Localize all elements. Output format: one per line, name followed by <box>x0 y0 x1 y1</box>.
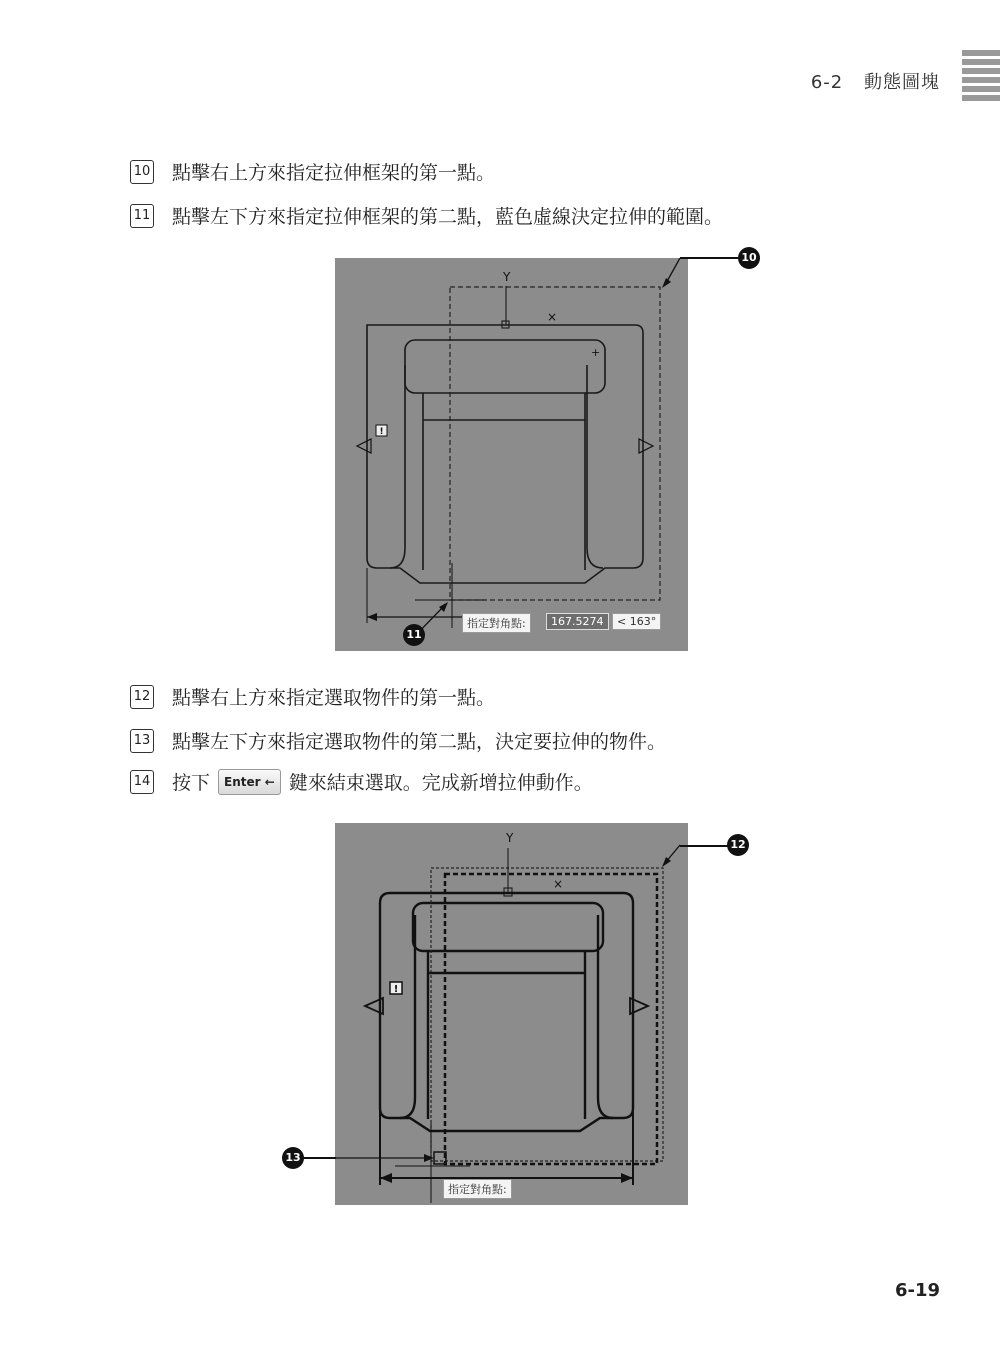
step-number: 11 <box>130 204 154 228</box>
callout-11: 11 <box>403 624 425 646</box>
callout-leader <box>680 257 738 259</box>
enter-key-icon: Enter ← <box>218 769 281 795</box>
section-number: 6-2 <box>810 72 844 93</box>
running-header <box>811 68 940 94</box>
step-text-before: 按下 <box>172 772 211 794</box>
chapter-tab-stripes <box>962 50 1000 104</box>
step-number: 14 <box>130 770 154 794</box>
step-10 <box>130 158 495 185</box>
svg-text:+: + <box>591 346 601 359</box>
corner-prompt-label: 指定對角點: <box>462 613 531 633</box>
step-number: 12 <box>130 685 154 709</box>
step-11 <box>130 202 723 229</box>
callout-leader <box>300 1157 336 1159</box>
page-number: 6-19 <box>895 1280 941 1301</box>
step-text: 點擊左下方來指定選取物件的第二點，決定要拉伸的物件。 <box>172 731 667 753</box>
callout-12: 12 <box>727 834 749 856</box>
step-number: 13 <box>130 729 154 753</box>
step-number: 10 <box>130 160 154 184</box>
section-title: 動態圖塊 <box>864 72 940 93</box>
x-axis-marker: × <box>553 877 564 891</box>
svg-text:!: ! <box>393 984 399 995</box>
figure-select-objects <box>335 823 688 1205</box>
step-text-after: 鍵來結束選取。完成新增拉伸動作。 <box>288 772 593 794</box>
armchair-drawing-2 <box>335 823 688 1205</box>
armchair-drawing-1 <box>335 258 688 651</box>
callout-13: 13 <box>282 1147 304 1169</box>
y-axis-label: Y <box>503 270 511 284</box>
y-axis-label: Y <box>506 831 514 845</box>
corner-prompt-angle[interactable]: < 163° <box>612 613 661 630</box>
corner-prompt-value[interactable]: 167.5274 <box>546 613 609 630</box>
step-14 <box>130 768 593 795</box>
step-text: 點擊右上方來指定拉伸框架的第一點。 <box>172 162 496 184</box>
svg-text:!: ! <box>379 427 384 437</box>
figure-stretch-frame <box>335 258 688 651</box>
x-axis-marker: × <box>547 310 558 324</box>
step-text: 點擊左下方來指定拉伸框架的第二點，藍色虛線決定拉伸的範圍。 <box>172 206 724 228</box>
callout-10: 10 <box>738 247 760 269</box>
corner-prompt-label: 指定對角點: <box>443 1179 512 1199</box>
step-13 <box>130 727 666 754</box>
step-12 <box>130 683 495 710</box>
step-text: 點擊右上方來指定選取物件的第一點。 <box>172 687 496 709</box>
